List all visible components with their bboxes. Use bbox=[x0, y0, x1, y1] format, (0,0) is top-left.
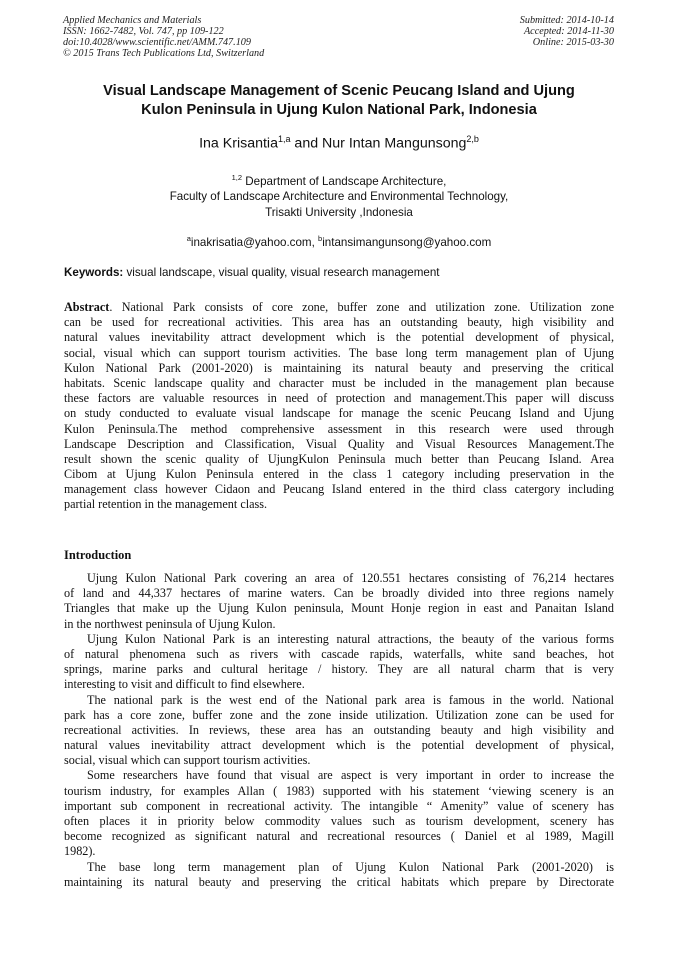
intro-line: interesting to visit and difficult to find elsewhere. bbox=[64, 677, 305, 692]
intro-line: important sub component in recreational activity. The intangible “ Amenity” value of scenery has bbox=[64, 798, 614, 813]
affiliation-line-2: Faculty of Landscape Architecture and Environmental Technology, bbox=[169, 190, 509, 204]
title-line-2: Kulon Peninsula in Ujung Kulon National Park, Indonesia bbox=[141, 102, 537, 118]
email-b: intansimangunsong@yahoo.com bbox=[322, 235, 492, 249]
affiliation-line-3: Trisakti University ,Indonesia bbox=[265, 205, 413, 219]
abstract-line: natural values inevitability attract development which is the potential development of physical, bbox=[64, 330, 614, 345]
journal-header-right bbox=[520, 15, 614, 48]
intro-line: The base long term management plan of Ujung Kulon National Park (2001-2020) is bbox=[87, 859, 614, 874]
author-2-affil: 2,b bbox=[466, 134, 479, 144]
intro-line: natural values inevitability attract development which is the potential development of physical, bbox=[64, 738, 614, 753]
affiliation-sup: 1,2 bbox=[231, 173, 243, 182]
abstract-line: habitats. Scenic landscape quality and character must be included in the management plan because bbox=[64, 375, 614, 390]
intro-line: often places it in priority below commodity values such as tourism development, scenery has bbox=[64, 814, 614, 828]
abstract-line: Cibom at Ujung Kulon Peninsula entered in the class 1 category including preservation in the bbox=[64, 467, 614, 482]
abstract-line: social, visual which can support tourism activities. The base long term management plan of Ujung bbox=[64, 345, 614, 360]
journal-header-left bbox=[63, 15, 264, 59]
introduction-heading: Introduction bbox=[64, 548, 132, 562]
affiliation-line-1: Department of Landscape Architecture, bbox=[242, 174, 447, 188]
intro-line: tourism industry, for examples Allan ( 1983) supported with his statement ‘viewing scenery is an bbox=[64, 783, 614, 798]
journal-issn: ISSN: 1662-7482, Vol. 747, pp 109-122 bbox=[63, 26, 224, 37]
abstract-line: on study conducted to evaluate visual landscape for manage the scenic Peucang Island and Ujung bbox=[64, 406, 614, 421]
journal-doi: doi:10.4028/www.scientific.net/AMM.747.109 bbox=[63, 37, 251, 48]
paper-title bbox=[40, 82, 638, 120]
intro-line: Ujung Kulon National Park covering an area of 120.551 hectares consisting of 76,214 hectares bbox=[87, 571, 614, 585]
intro-line: in the northwest peninsula of Ujung Kulon. bbox=[64, 616, 276, 631]
submitted-date: Submitted: 2014-10-14 bbox=[519, 15, 614, 26]
title-line-1: Visual Landscape Management of Scenic Peucang Island and Ujung bbox=[103, 83, 575, 99]
abstract-line: Kulon Peninsula.The method comprehensive assessment in this research were used through bbox=[64, 421, 614, 436]
online-date: Online: 2015-03-30 bbox=[532, 37, 614, 48]
abstract-line: result shown the scenic quality of UjungKulon Peninsula much better than Peucang Island. Area bbox=[64, 451, 614, 466]
abstract-label: Abstract bbox=[64, 300, 110, 314]
intro-line: Ujung Kulon National Park is an interesting natural attractions, the beauty of the various forms bbox=[87, 631, 614, 646]
intro-line: become recognized as significant natural and recreational resources ( Daniel et al 1989, Magill bbox=[64, 829, 614, 844]
journal-name: Applied Mechanics and Materials bbox=[63, 15, 202, 26]
intro-line: Some researchers have found that visual are aspect is very important in order to increase the bbox=[87, 768, 614, 783]
intro-line: of natural phenomena such as rivers with cascade rapids, waterfalls, white sand beaches, hot bbox=[64, 646, 614, 661]
author-emails bbox=[0, 231, 678, 250]
introduction-body bbox=[64, 571, 614, 890]
abstract-line: Abstract. National Park consists of core zone, buffer zone and utilization zone. Utilization zone bbox=[64, 300, 614, 314]
abstract-line: partial retention in the management class. bbox=[64, 497, 268, 512]
abstract-line: can be used for recreational activities. This area has an outstanding beauty, high visibility and bbox=[64, 315, 614, 330]
accepted-date: Accepted: 2014-11-30 bbox=[523, 26, 614, 37]
author-list bbox=[0, 130, 678, 153]
abstract-line: management class however Cidaon and Peucang Island entered in the third class catergory including bbox=[64, 482, 614, 497]
author-1-affil: 1,a bbox=[277, 134, 291, 144]
keywords-label: Keywords: bbox=[64, 266, 124, 279]
author-2: Nur Intan Mangunsong bbox=[322, 135, 467, 152]
author-1: Ina Krisantia bbox=[199, 135, 278, 152]
abstract-line: these factors are valuable resources in need of protection and management.This paper will discuss bbox=[64, 391, 614, 406]
intro-line: 1982). bbox=[64, 844, 96, 859]
intro-line: maintaining its natural beauty and preserving the critical habitats which prepare by Directorate bbox=[64, 874, 614, 889]
keywords bbox=[64, 265, 439, 280]
email-b-sup: b bbox=[318, 234, 323, 243]
affiliation bbox=[0, 170, 678, 220]
intro-line: of land and 44,337 hectares of marine waters. Can be broadly divided into three regions namely bbox=[64, 586, 614, 601]
intro-line: park has a core zone, buffer zone and the zone inside utilization. Utilization zone can be used for bbox=[64, 707, 614, 722]
email-a: inakrisatia@yahoo.com, bbox=[190, 235, 319, 249]
intro-line: Triangles that make up the Ujung Kulon peninsula, Mount Honje region in east and Panaitan Island bbox=[64, 601, 614, 616]
journal-copyright: © 2015 Trans Tech Publications Ltd, Switzerland bbox=[63, 48, 265, 59]
author-conjunction: and bbox=[290, 135, 323, 152]
abstract bbox=[64, 300, 614, 513]
intro-line: springs, marine parks and cultural heritage / history. They are all natural charm that is very bbox=[64, 662, 614, 677]
intro-line: recreational activities. In reviews, these area has an outstanding beauty and high visibility and bbox=[64, 722, 614, 737]
email-a-sup: a bbox=[186, 234, 191, 243]
keywords-text: visual landscape, visual quality, visual research management bbox=[123, 266, 440, 279]
intro-line: The national park is the west end of the National park area is famous in the world. National bbox=[87, 692, 614, 707]
abstract-line: Kulon National Park (2001-2020) is maintaining its natural beauty and preserving the critical bbox=[64, 360, 614, 375]
intro-line: social, visual which can support tourism activities. bbox=[64, 753, 311, 768]
abstract-line: Landscape Description and Classification, Visual Quality and Visual Resources Management.The bbox=[64, 436, 614, 451]
